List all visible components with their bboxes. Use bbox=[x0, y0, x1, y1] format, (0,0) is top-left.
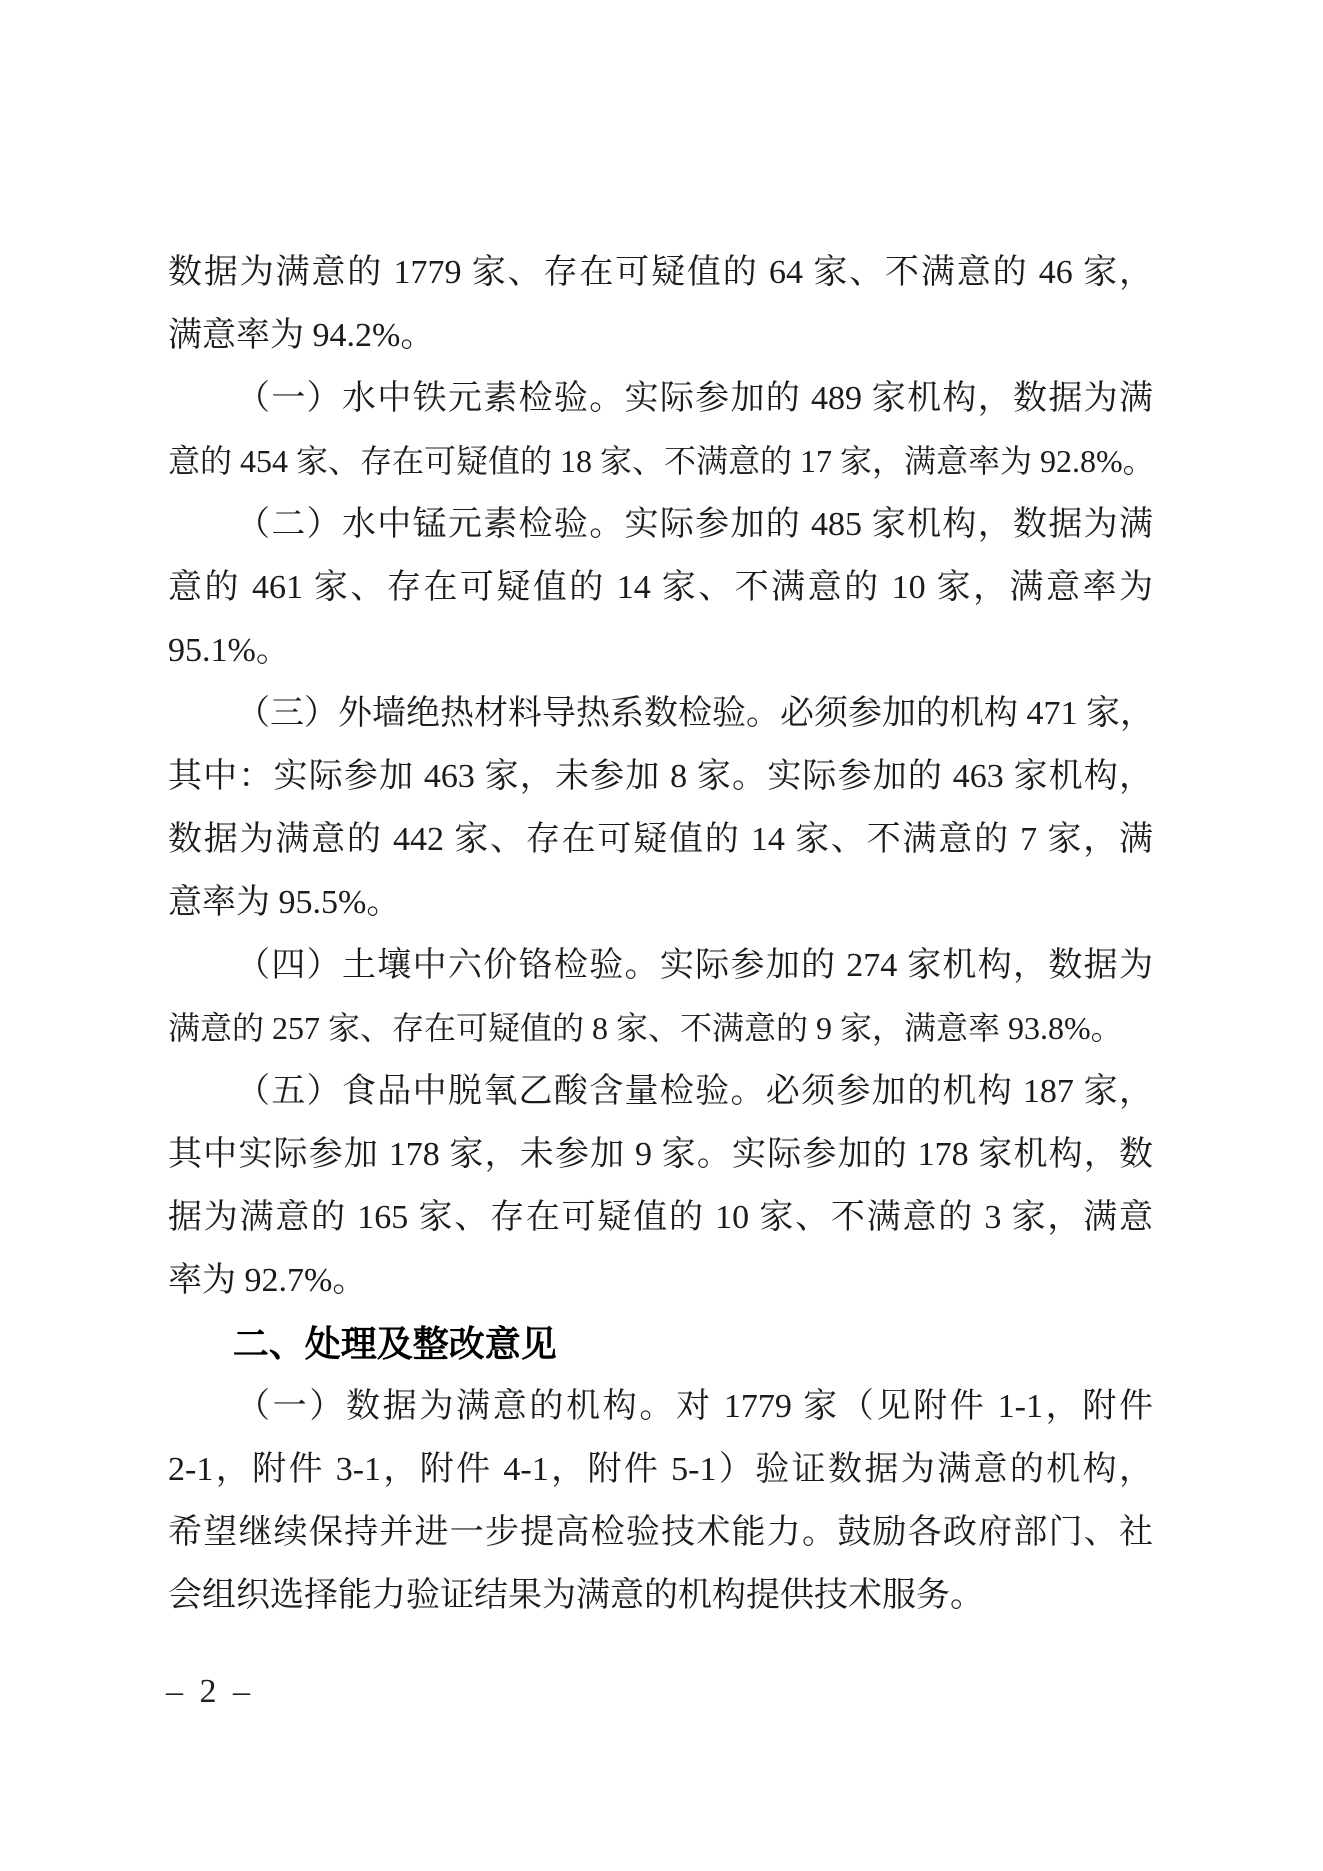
text-line: 95.1%。 bbox=[168, 632, 290, 669]
text-line: 意率为 95.5%。 bbox=[168, 884, 401, 921]
text-line: （四）土壤中六价铬检验。实际参加的 274 家机构，数据为 bbox=[236, 947, 1153, 984]
text-line: 会组织选择能力验证结果为满意的机构提供技术服务。 bbox=[168, 1577, 984, 1614]
text-line: 意的 461 家、存在可疑值的 14 家、不满意的 10 家，满意率为 bbox=[168, 569, 1153, 606]
text-line: 数据为满意的 1779 家、存在可疑值的 64 家、不满意的 46 家， bbox=[168, 254, 1153, 291]
page-number: – 2 – bbox=[166, 1673, 254, 1710]
text-line: 其中：实际参加 463 家，未参加 8 家。实际参加的 463 家机构， bbox=[168, 758, 1153, 795]
section-heading: 二、处理及整改意见 bbox=[232, 1323, 557, 1364]
paragraph-satisfactory-institutions bbox=[168, 1375, 1153, 1627]
paragraph-item-5-food bbox=[168, 1060, 1153, 1312]
paragraph-item-4-chromium bbox=[168, 934, 1153, 1060]
text-line: 意的 454 家、存在可疑值的 18 家、不满意的 17 家，满意率为 92.8%。 bbox=[168, 443, 1155, 479]
text-line: 满意率为 94.2%。 bbox=[168, 317, 435, 354]
text-line: 率为 92.7%。 bbox=[168, 1262, 367, 1299]
text-line: 2-1，附件 3-1，附件 4-1，附件 5-1）验证数据为满意的机构， bbox=[168, 1451, 1153, 1488]
text-line: （二）水中锰元素检验。实际参加的 485 家机构，数据为满 bbox=[236, 506, 1153, 543]
paragraph-item-1-iron bbox=[168, 367, 1153, 493]
text-line: （一）数据为满意的机构。对 1779 家（见附件 1-1，附件 bbox=[236, 1388, 1153, 1425]
text-line: 满意的 257 家、存在可疑值的 8 家、不满意的 9 家，满意率 93.8%。 bbox=[168, 1010, 1123, 1046]
document-body bbox=[168, 241, 1153, 1627]
paragraph-item-2-manganese bbox=[168, 493, 1153, 682]
paragraph-item-3-thermal bbox=[168, 682, 1153, 934]
text-line: 希望继续保持并进一步提高检验技术能力。鼓励各政府部门、社 bbox=[168, 1514, 1153, 1551]
text-line: （一）水中铁元素检验。实际参加的 489 家机构，数据为满 bbox=[236, 380, 1153, 417]
paragraph-continuation bbox=[168, 241, 1153, 367]
text-line: （五）食品中脱氧乙酸含量检验。必须参加的机构 187 家， bbox=[236, 1073, 1153, 1110]
text-line: 数据为满意的 442 家、存在可疑值的 14 家、不满意的 7 家，满 bbox=[168, 821, 1153, 858]
text-line: 据为满意的 165 家、存在可疑值的 10 家、不满意的 3 家，满意 bbox=[168, 1199, 1153, 1236]
text-line: （三）外墙绝热材料导热系数检验。必须参加的机构 471 家， bbox=[236, 695, 1154, 732]
text-line: 其中实际参加 178 家，未参加 9 家。实际参加的 178 家机构，数 bbox=[168, 1136, 1153, 1173]
